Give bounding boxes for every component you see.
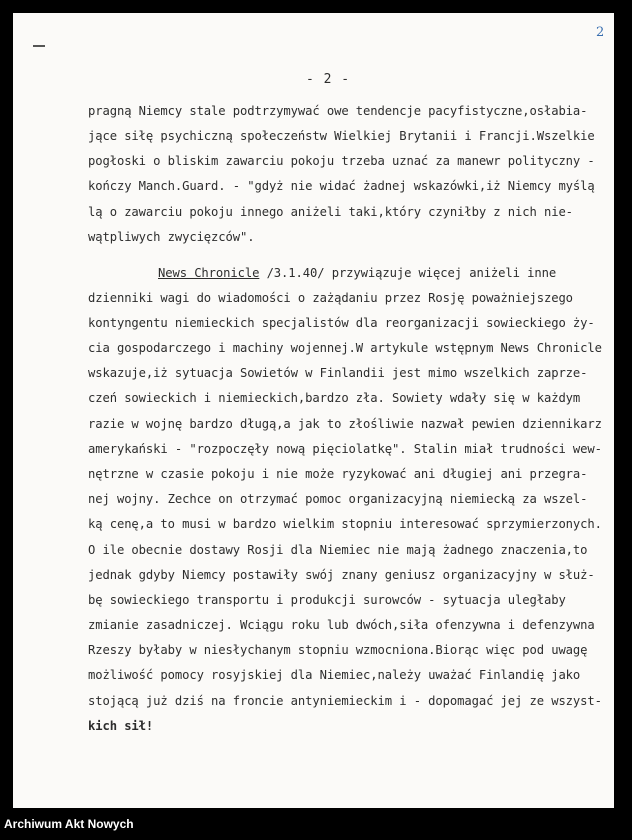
newspaper-title: News Chronicle bbox=[158, 266, 260, 280]
archive-footer bbox=[0, 808, 632, 840]
text-line: amerykański - "rozpoczęły nową pięciolatkę". Stalin miał trudności wew- bbox=[88, 442, 602, 456]
text-line: dzienniki wagi do wiadomości o zażądaniu przez Rosję poważniejszego bbox=[88, 291, 573, 305]
text-line: pogłoski o bliskim zawarciu pokoju trzeba uznać za manewr polityczny - bbox=[88, 154, 595, 168]
text-line: ką cenę,a to musi w bardzo wielkim stopniu interesować sprzymierzonych. bbox=[88, 517, 602, 531]
margin-mark bbox=[33, 45, 45, 47]
text-line: możliwość pomocy rosyjskiej dla Niemiec,należy uważać Finlandię jako bbox=[88, 668, 581, 682]
text-line: zmianie zasadniczej. Wciągu roku lub dwóch,siła ofenzywna i defenzywna bbox=[88, 618, 595, 632]
text-line: razie w wojnę bardzo długą,a jak to złośliwie nazwał pewien dziennikarz bbox=[88, 417, 602, 431]
text-line: bę sowieckiego transportu i produkcji surowców - sytuacja uległaby bbox=[88, 593, 566, 607]
archive-page-number: 2 bbox=[596, 25, 605, 40]
text-line: stojącą już dziś na froncie antyniemieckim i - dopomagać jej ze wszyst- bbox=[88, 694, 602, 708]
text-line: wskazuje,iż sytuacja Sowietów w Finlandii jest mimo wszelkich zaprze- bbox=[88, 366, 588, 380]
text-line: O ile obecnie dostawy Rosji dla Niemiec nie mają żadnego znaczenia,to bbox=[88, 543, 588, 557]
document-page bbox=[13, 13, 614, 808]
text-line: czeń sowieckich i niemieckich,bardzo zła. Sowiety wdały się w każdym bbox=[88, 391, 581, 405]
text-line: wątpliwych zwycięzców". bbox=[88, 230, 255, 244]
text-line: lą o zawarciu pokoju innego aniżeli taki,który czyniłby z nich nie- bbox=[88, 205, 573, 219]
text-line: pragną Niemcy stale podtrzymywać owe tendencje pacyfistyczne,osłabia- bbox=[88, 104, 588, 118]
page-number: - 2 - bbox=[306, 72, 351, 87]
text-line: jące siłę psychiczną społeczeństw Wielkiej Brytanii i Francji.Wszelkie bbox=[88, 129, 595, 143]
text-line: kończy Manch.Guard. - "gdyż nie widać żadnej wskazówki,iż Niemcy myślą bbox=[88, 179, 595, 193]
text-line: Rzeszy byłaby w niesłychanym stopniu wzmocniona.Biorąc więc pod uwagę bbox=[88, 643, 588, 657]
text-line: kontyngentu niemieckich specjalistów dla reorganizacji sowieckiego ży- bbox=[88, 316, 595, 330]
text-line-last: kich sił! bbox=[88, 719, 154, 733]
archive-label: Archiwum Akt Nowych bbox=[4, 817, 134, 831]
heading-rest: /3.1.40/ przywiązuje więcej aniżeli inne bbox=[259, 266, 557, 280]
text-line: cia gospodarczego i machiny wojennej.W artykule wstępnym News Chronicle bbox=[88, 341, 602, 355]
text-line: nętrzne w czasie pokoju i nie może ryzykować ani długiej ani przegra- bbox=[88, 467, 588, 481]
text-line: jednak gdyby Niemcy postawiły swój znany geniusz organizacyjny w służ- bbox=[88, 568, 595, 582]
paragraph-heading-line bbox=[158, 266, 556, 280]
text-line: nej wojny. Zechce on otrzymać pomoc organizacyjną niemiecką za wszel- bbox=[88, 492, 588, 506]
